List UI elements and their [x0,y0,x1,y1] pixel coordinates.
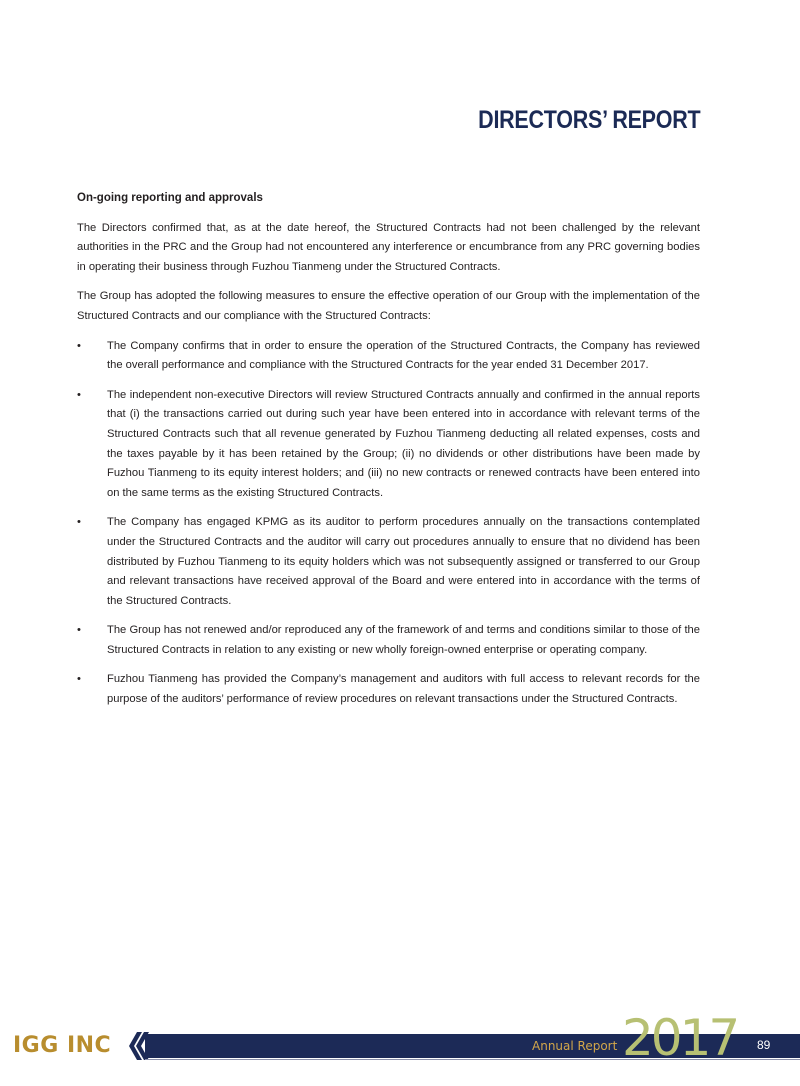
report-body [77,189,700,720]
list-item-text: The Company confirms that in order to ensure the operation of the Structured Contracts, the Company has reviewed the overall performance and compliance with the Structured Contracts for the year ended 31 December 2017. [107,339,700,372]
company-logo: IGG INC [13,1033,112,1058]
report-year: 2017 [622,1009,738,1067]
page-footer [0,1009,800,1086]
list-item [77,513,700,611]
paragraph: The Directors confirmed that, as at the date hereof, the Structured Contracts had not been challenged by the relevant authorities in the PRC and the Group had not encountered any interference or encumbrance from any PRC governing bodies in operating their business through Fuzhou Tianmeng under the Structured Contracts. [77,221,700,273]
bullet-icon: • [77,339,81,352]
annual-report-label: Annual Report [532,1039,618,1053]
list-item [77,670,700,709]
list-item [77,386,700,504]
page-number: 89 [757,1038,771,1052]
bullet-icon: • [77,673,81,686]
list-item-text: The Company has engaged KPMG as its auditor to perform procedures annually on the transactions contemplated under the Structured Contracts and the auditor will carry out procedures annually to ensure that no dividend has been distributed by Fuzhou Tianmeng to its equity holders which was not subsequently assigned or transferred to our Group and relevant transactions have received approval of the Board and were entered into in accordance with the terms of the Structured Contracts. [107,516,700,607]
page-title: DIRECTORS’ REPORT [477,106,700,134]
list-item [77,621,700,660]
list-item-text: The Group has not renewed and/or reproduced any of the framework of and terms and conditions similar to those of the Structured Contracts in relation to any existing or new wholly foreign-owned enterprise or operating company. [107,624,700,656]
paragraph: The Group has adopted the following measures to ensure the effective operation of our Group with the implementation of the Structured Contracts and our compliance with the Structured Contracts: [77,290,700,322]
list-item-text: Fuzhou Tianmeng has provided the Company’s management and auditors with full access to relevant records for the purpose of the auditors’ performance of review procedures on relevant transactions under the Structured Contracts. [107,673,700,706]
bullet-icon: • [77,388,81,401]
list-item [77,337,700,376]
section-heading: On-going reporting and approvals [77,192,263,204]
bullet-icon: • [77,624,81,637]
list-item-text: The independent non-executive Directors will review Structured Contracts annually and confirmed in the annual reports that (i) the transactions carried out during such year have been entered into in accordance with relevant terms of the Structured Contracts such that all revenue generated by Fuzhou Tianmeng deducting all related expenses, costs and the taxes payable by it has been retained by the Group; (ii) no dividends or other distributions have been made by Fuzhou Tianmeng to its equity interest holders; and (iii) no new contracts or renewed contracts have been entered into on the same terms as the existing Structured Contracts. [107,388,700,499]
measures-list [77,337,700,710]
bullet-icon: • [77,516,81,529]
